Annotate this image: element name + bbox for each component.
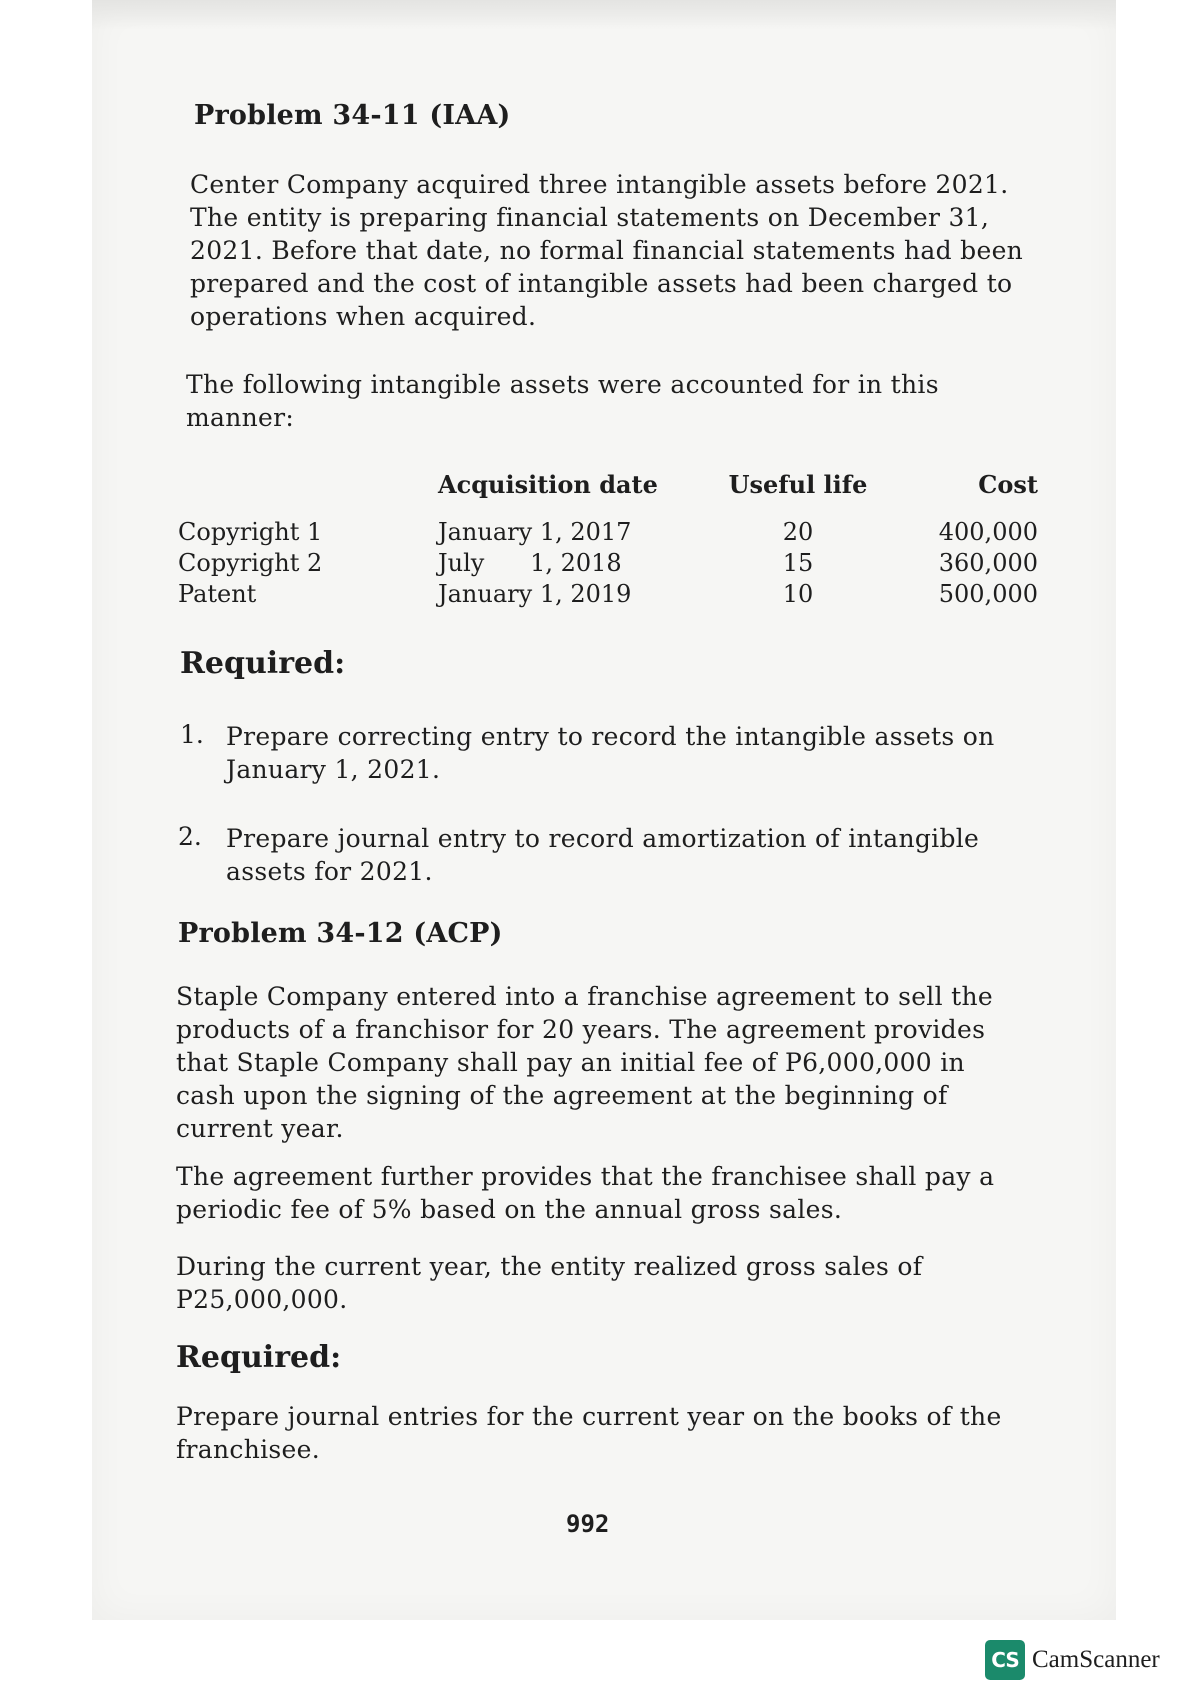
cost: 360,000	[938, 549, 1038, 577]
date-month: July	[438, 549, 485, 577]
asset-name: Patent	[178, 580, 257, 608]
camscanner-watermark	[985, 1640, 1160, 1680]
acquisition-date	[438, 517, 708, 548]
table-header-row	[178, 470, 1038, 517]
problem-34-11-list-intro: The following intangible assets were accounted for in this manner:	[186, 370, 939, 432]
date-month: January	[438, 518, 533, 546]
table-row	[178, 548, 1038, 579]
date-day: 1, 2018	[530, 549, 622, 577]
header-asset	[178, 470, 438, 517]
problem-34-12-required-text: Prepare journal entries for the current year on the books of the franchisee.	[176, 1402, 1002, 1464]
date-month: January	[438, 580, 533, 608]
useful-life: 20	[782, 518, 814, 546]
header-acquisition-date: Acquisition date	[438, 470, 658, 499]
required-item-text: Prepare journal entry to record amortization of intangible assets for 2021.	[226, 824, 980, 886]
page-number: 992	[566, 1510, 610, 1538]
date-day: 1, 2017	[539, 518, 632, 546]
header-cost: Cost	[978, 470, 1038, 499]
problem-34-11-heading: Problem 34-11 (IAA)	[194, 100, 511, 131]
problem-34-11-required-heading: Required:	[180, 646, 346, 681]
acquisition-date	[438, 579, 708, 610]
camscanner-name: CamScanner	[1032, 1646, 1160, 1673]
problem-34-12-required-heading: Required:	[176, 1340, 342, 1375]
date-day: 1, 2019	[539, 580, 632, 608]
intangible-assets-table	[178, 470, 1038, 610]
asset-name: Copyright 1	[178, 518, 323, 546]
problem-34-12-para3: During the current year, the entity realized gross sales of P25,000,000.	[176, 1252, 923, 1314]
page-shadow	[92, 0, 1116, 30]
problem-34-12-heading: Problem 34-12 (ACP)	[178, 918, 503, 949]
cost: 500,000	[938, 580, 1038, 608]
table-row	[178, 579, 1038, 610]
acquisition-date	[438, 548, 708, 579]
cost: 400,000	[938, 518, 1038, 546]
required-item-number: 1.	[180, 720, 204, 749]
problem-34-12-para2: The agreement further provides that the franchisee shall pay a periodic fee of 5% based on the annual gross sales.	[176, 1162, 995, 1224]
useful-life: 15	[782, 549, 814, 577]
problem-34-11-intro: Center Company acquired three intangible assets before 2021. The entity is preparing financial statements on December 31, 2021. Before that date, no formal financial statements had been prepared and the cost of intangible assets had been charged to operations when acquired.	[190, 170, 1024, 331]
required-item-text: Prepare correcting entry to record the intangible assets on January 1, 2021.	[226, 722, 995, 784]
required-item-number: 2.	[178, 822, 202, 851]
table-row	[178, 517, 1038, 548]
useful-life: 10	[782, 580, 814, 608]
problem-34-12-para1: Staple Company entered into a franchise agreement to sell the products of a franchisor for 20 years. The agreement provides that Staple Company shall pay an initial fee of P6,000,000 in cash upon the signing of the agreement at the beginning of current year.	[176, 982, 993, 1143]
header-useful-life: Useful life	[728, 470, 868, 499]
asset-name: Copyright 2	[178, 549, 323, 577]
camscanner-logo-icon: CS	[985, 1640, 1025, 1680]
